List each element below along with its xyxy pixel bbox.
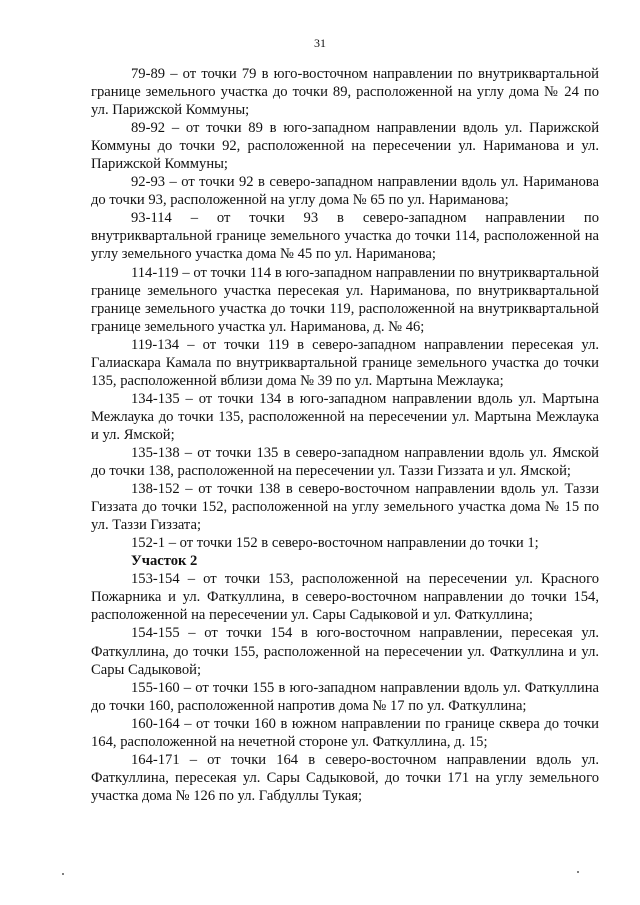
paragraph: 93-114 – от точки 93 в северо-западном направлении по внутриквартальной границе земельного участка до точки 114, расположенной на углу земельного участка дома № 45 по ул. Нариманова;	[91, 210, 599, 263]
paragraph: 89-92 – от точки 89 в юго-западном направлении вдоль ул. Парижской Коммуны до точки 92, расположенной на пересечении ул. Нариманова и ул. Парижской Коммуны;	[91, 120, 599, 173]
paragraph: 160-164 – от точки 160 в южном направлении по границе сквера до точки 164, расположенной на нечетной стороне ул. Фаткуллина, д. 15;	[91, 715, 599, 750]
paragraph: 135-138 – от точки 135 в северо-западном направлении вдоль ул. Ямской до точки 138, расположенной на пересечении ул. Таззи Гиззата и ул. Ямской;	[91, 444, 599, 480]
paragraph: 138-152 – от точки 138 в северо-восточном направлении вдоль ул. Таззи Гиззата до точки 152, расположенной на углу земельного участка дома № 15 по ул. Таззи Гиззата;	[91, 481, 599, 534]
scan-speck	[577, 871, 579, 873]
paragraph: 164-171 – от точки 164 в северо-восточном направлении вдоль ул. Фаткуллина, пересекая ул. Сары Садыковой, до точки 171 на углу земельного участка дома № 126 по ул. Габдуллы Тукая;	[91, 751, 599, 804]
paragraph: 79-89 – от точки 79 в юго-восточном направлении по внутриквартальной границе земельного участка до точки 89, расположенной на углу дома № 24 по ул. Парижской Коммуны;	[91, 66, 599, 119]
paragraph: 134-135 – от точки 134 в юго-западном направлении вдоль ул. Мартына Межлаука до точки 135, расположенной на пересечении ул. Мартына Межлаука и ул. Ямской;	[91, 390, 599, 443]
scan-speck	[62, 873, 64, 875]
page-number: 31	[314, 36, 326, 50]
paragraph: 152-1 – от точки 152 в северо-восточном направлении до точки 1;	[131, 535, 539, 552]
paragraph: 114-119 – от точки 114 в юго-западном направлении по внутриквартальной границе земельного участка пересекая ул. Нариманова, по внутриквартальной границе земельного участка до точки 119, расположенной на внутриквартальной границе земельного участка ул. Нариманова, д. № 46;	[91, 264, 599, 335]
document-body	[91, 65, 599, 805]
paragraph: 155-160 – от точки 155 в юго-западном направлении вдоль ул. Фаткуллина до точки 160, расположенной напротив дома № 17 по ул. Фаткуллина;	[91, 679, 599, 714]
paragraph: 154-155 – от точки 154 в юго-восточном направлении, пересекая ул. Фаткуллина, до точки 155, расположенной на пересечении ул. Фаткуллина и ул. Сары Садыковой;	[91, 625, 599, 678]
paragraph: 92-93 – от точки 92 в северо-западном направлении вдоль ул. Нариманова до точки 93, расположенной на углу дома № 65 по ул. Нариманова;	[91, 174, 599, 209]
paragraph: 153-154 – от точки 153, расположенной на пересечении ул. Красного Пожарника и ул. Фаткуллина, в северо-восточном направлении до точки 154, расположенной на пересечении ул. Сары Садыковой и ул. Фаткуллина;	[91, 571, 599, 624]
section-heading: Участок 2	[131, 553, 198, 570]
paragraph: 119-134 – от точки 119 в северо-западном направлении пересекая ул. Галиаскара Камала по внутриквартальной границе земельного участка до точки 135, расположенной вблизи дома № 39 по ул. Мартына Межлаука;	[91, 336, 599, 389]
